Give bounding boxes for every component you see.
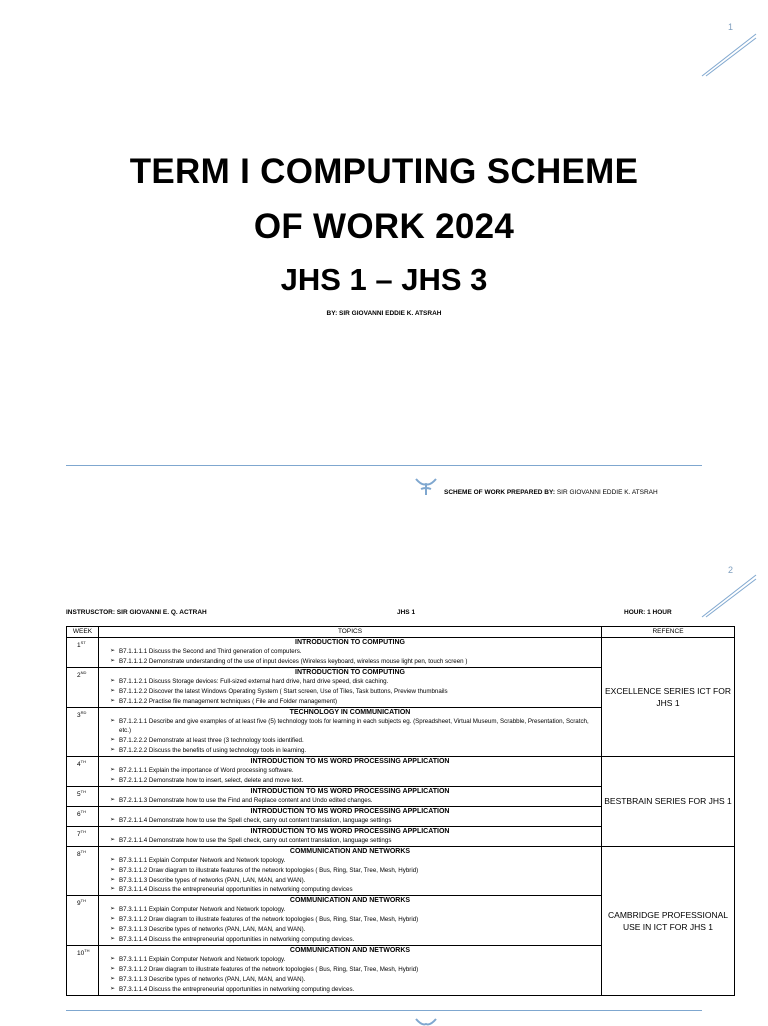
list-item <box>99 687 601 697</box>
topic-heading: COMMUNICATION AND NETWORKS <box>289 847 411 855</box>
topics-cell <box>99 846 602 896</box>
list-item <box>99 985 601 995</box>
list-item <box>99 816 601 826</box>
footer-credit <box>444 489 658 496</box>
list-item <box>99 647 601 657</box>
list-item <box>99 975 601 985</box>
list-item-text: B7.3.1.1.3 Describe types of networks (PAN, LAN, MAN, and WAN). <box>119 876 306 884</box>
list-item-text: B7.2.1.1.2 Demonstrate how to insert, select, delete and move text. <box>119 777 304 785</box>
week-suffix: TH <box>80 848 86 854</box>
topics-cell <box>99 667 602 707</box>
topics-cell <box>99 826 602 846</box>
author-byline: BY: SIR GIOVANNI EDDIE K. ATSRAH <box>326 310 442 317</box>
week-number: 7 <box>77 830 81 838</box>
footer-label: SCHEME OF WORK PREPARED BY: <box>444 489 555 496</box>
footer-author: SIR GIOVANNI EDDIE K. ATSRAH <box>556 489 658 496</box>
topic-heading: INTRODUCTION TO MS WORD PROCESSING APPLICATION <box>250 827 450 835</box>
topics-cell <box>99 707 602 757</box>
table-header-row <box>67 627 735 638</box>
table-body <box>67 638 735 996</box>
topic-heading: INTRODUCTION TO MS WORD PROCESSING APPLICATION <box>250 807 450 815</box>
week-number: 6 <box>77 811 81 819</box>
arrow-bullet-icon: ➢ <box>110 926 116 933</box>
footer-divider <box>66 465 702 466</box>
list-item <box>99 796 601 806</box>
list-item-text: B7.1.1.2.2 Practise file management techniques ( File and Folder management) <box>119 697 338 705</box>
list-item <box>99 876 601 886</box>
list-item <box>99 915 601 925</box>
week-number: 9 <box>77 900 81 908</box>
week-number: 5 <box>77 791 81 799</box>
hour-label: HOUR: 1 HOUR <box>624 609 672 616</box>
list-item-text: B7.1.1.1.1 Discuss the Second and Third generation of computers. <box>119 648 302 655</box>
arrow-bullet-icon: ➢ <box>110 936 116 943</box>
list-item <box>99 776 601 786</box>
week-number: 8 <box>77 850 81 858</box>
list-item <box>99 885 601 895</box>
week-cell <box>67 896 99 946</box>
topics-cell <box>99 757 602 787</box>
list-item-text: B7.1.2.1.1 Describe and give examples of at least five (5) technology tools for learning in each subjects eg. (Spreadsheet, Virtual Museum, Scrabble, Presentation, Scratch, etc.) <box>119 717 589 735</box>
instructor-label: INSTRUSCTOR: SIR GIOVANNI E. Q. ACTRAH <box>66 609 207 616</box>
page-number: 2 <box>728 565 734 575</box>
arrow-bullet-icon: ➢ <box>110 767 116 774</box>
ornament-icon <box>414 1016 438 1026</box>
list-item <box>99 935 601 945</box>
topic-heading: COMMUNICATION AND NETWORKS <box>289 946 411 954</box>
topics-cell <box>99 896 602 946</box>
scheme-table <box>66 626 735 996</box>
list-item <box>99 856 601 866</box>
list-item-text: B7.3.1.1.1 Explain Computer Network and Network topology. <box>119 856 286 864</box>
topics-cell <box>99 638 602 668</box>
week-cell <box>67 806 99 826</box>
week-number: 4 <box>77 761 81 769</box>
list-item <box>99 736 601 746</box>
list-item-text: B7.1.2.2.2 Demonstrate at least three (3 technology tools identified. <box>119 737 304 745</box>
list-item-text: B7.3.1.1.3 Describe types of networks (PAN, LAN, MAN, and WAN). <box>119 926 306 934</box>
document-title-line-2: OF WORK 2024 <box>253 207 515 246</box>
arrow-bullet-icon: ➢ <box>110 657 116 664</box>
list-item <box>99 955 601 965</box>
arrow-bullet-icon: ➢ <box>110 975 116 982</box>
list-item <box>99 836 601 846</box>
table-row <box>67 846 735 896</box>
topic-heading: INTRODUCTION TO MS WORD PROCESSING APPLICATION <box>250 787 450 795</box>
week-suffix: TH <box>80 808 86 814</box>
week-cell <box>67 945 99 995</box>
week-cell <box>67 826 99 846</box>
arrow-bullet-icon: ➢ <box>110 687 116 694</box>
list-item-text: B7.3.1.1.1 Explain Computer Network and Network topology. <box>119 955 286 963</box>
arrow-bullet-icon: ➢ <box>110 985 116 992</box>
footer-divider <box>66 1010 702 1011</box>
reference-cell: EXCELLENCE SERIES ICT FOR JHS 1 <box>602 638 735 757</box>
week-suffix: ST <box>80 640 86 645</box>
topics-cell <box>99 786 602 806</box>
week-number: 10 <box>77 950 85 958</box>
week-cell <box>67 757 99 787</box>
reference-cell: BESTBRAIN SERIES FOR JHS 1 <box>602 757 735 847</box>
list-item-text: B7.2.1.1.1 Explain the importance of Word processing software. <box>119 767 294 775</box>
arrow-bullet-icon: ➢ <box>110 816 116 823</box>
week-suffix: ND <box>80 669 87 675</box>
page-number: 1 <box>728 22 734 32</box>
list-item-text: B7.1.1.2.2 Discover the latest Windows Operating System ( Start screen, Use of Tiles, Task buttons, Preview thumbnails <box>119 687 448 695</box>
arrow-bullet-icon: ➢ <box>110 965 116 972</box>
topic-heading: TECHNOLOGY IN COMMUNICATION <box>289 708 411 716</box>
topics-cell <box>99 945 602 995</box>
week-cell <box>67 667 99 707</box>
list-item <box>99 717 601 737</box>
arrow-bullet-icon: ➢ <box>110 777 116 784</box>
column-week: WEEK <box>67 627 99 638</box>
topic-heading: INTRODUCTION TO COMPUTING <box>295 668 405 676</box>
arrow-bullet-icon: ➢ <box>110 796 116 803</box>
list-item-text: B7.3.1.1.1 Explain Computer Network and Network topology. <box>119 906 286 914</box>
list-item <box>99 746 601 756</box>
list-item <box>99 677 601 687</box>
week-number: 3 <box>77 711 81 719</box>
arrow-bullet-icon: ➢ <box>110 697 116 704</box>
week-suffix: RD <box>80 709 87 715</box>
week-suffix: TH <box>80 788 86 794</box>
topic-heading: INTRODUCTION TO COMPUTING <box>295 639 405 646</box>
topics-cell <box>99 806 602 826</box>
list-item-text: B7.2.1.1.4 Demonstrate how to use the Spell check, carry out content translation, language settings <box>119 836 392 844</box>
week-number: 2 <box>77 671 81 679</box>
week-number: 1 <box>77 642 81 650</box>
topic-heading: INTRODUCTION TO MS WORD PROCESSING APPLICATION <box>250 758 450 766</box>
list-item-text: B7.1.2.2.2 Discuss the benefits of using technology tools in learning. <box>119 747 307 755</box>
list-item-text: B7.3.1.1.4 Discuss the entrepreneurial opportunities in networking computing devices. <box>119 985 355 993</box>
list-item-text: B7.3.1.1.3 Describe types of networks (PAN, LAN, MAN, and WAN). <box>119 975 306 983</box>
page-separator <box>0 540 768 555</box>
arrow-bullet-icon: ➢ <box>110 836 116 843</box>
week-cell <box>67 846 99 896</box>
column-reference: REFENCE <box>602 627 735 638</box>
week-suffix: TH <box>80 898 86 904</box>
list-item-text: B7.3.1.1.2 Draw diagram to illustrate features of the network topologies ( Bus, Ring, Star, Tree, Mesh, Hybrid) <box>119 866 419 874</box>
list-item <box>99 657 601 667</box>
list-item <box>99 905 601 915</box>
arrow-bullet-icon: ➢ <box>110 717 116 724</box>
list-item <box>99 766 601 776</box>
class-label: JHS 1 <box>397 609 416 616</box>
topic-heading: COMMUNICATION AND NETWORKS <box>289 897 411 905</box>
arrow-bullet-icon: ➢ <box>110 955 116 962</box>
list-item-text: B7.1.1.2.1 Discuss Storage devices: Full-sized external hard drive, hard drive speed, disk caching. <box>119 677 389 685</box>
corner-decoration-icon <box>700 573 760 619</box>
week-cell <box>67 638 99 668</box>
arrow-bullet-icon: ➢ <box>110 916 116 923</box>
week-cell <box>67 786 99 806</box>
list-item <box>99 697 601 707</box>
column-topics: TOPICS <box>99 627 602 638</box>
week-suffix: TH <box>80 759 86 765</box>
list-item <box>99 866 601 876</box>
list-item-text: B7.3.1.1.2 Draw diagram to illustrate features of the network topologies ( Bus, Ring, Star, Tree, Mesh, Hybrid) <box>119 916 419 924</box>
corner-decoration-icon <box>700 32 760 78</box>
ornament-icon <box>414 476 438 496</box>
table-row <box>67 638 735 668</box>
list-item-text: B7.2.1.1.4 Demonstrate how to use the Spell check, carry out content translation, language settings <box>119 816 392 824</box>
list-item-text: B7.1.1.1.2 Demonstrate understanding of the use of input devices (Wireless keyboard, wireless mouse light pen, touch screen ) <box>119 657 468 665</box>
list-item-text: B7.3.1.1.4 Discuss the entrepreneurial opportunities in networking computing devices. <box>119 936 355 944</box>
arrow-bullet-icon: ➢ <box>110 737 116 744</box>
document-subtitle: JHS 1 – JHS 3 <box>280 262 488 297</box>
arrow-bullet-icon: ➢ <box>110 747 116 754</box>
list-item <box>99 925 601 935</box>
list-item-text: B7.3.1.1.2 Draw diagram to illustrate features of the network topologies ( Bus, Ring, Star, Tree, Mesh, Hybrid) <box>119 965 419 973</box>
arrow-bullet-icon: ➢ <box>110 876 116 883</box>
list-item-text: B7.2.1.1.3 Demonstrate how to use the Find and Replace content and Undo edited changes. <box>119 796 373 804</box>
arrow-bullet-icon: ➢ <box>110 677 116 684</box>
arrow-bullet-icon: ➢ <box>110 866 116 873</box>
arrow-bullet-icon: ➢ <box>110 886 116 893</box>
document-title-line-1: TERM I COMPUTING SCHEME <box>129 152 639 191</box>
reference-cell: CAMBRIDGE PROFESSIONAL USE IN ICT FOR JHS 1 <box>602 846 735 995</box>
list-item-text: B7.3.1.1.4 Discuss the entrepreneurial opportunities in networking computing devices <box>119 886 353 894</box>
list-item <box>99 965 601 975</box>
arrow-bullet-icon: ➢ <box>110 856 116 863</box>
week-suffix: TH <box>84 947 90 953</box>
week-suffix: TH <box>80 828 86 834</box>
arrow-bullet-icon: ➢ <box>110 648 116 654</box>
arrow-bullet-icon: ➢ <box>110 906 116 913</box>
table-row <box>67 757 735 787</box>
week-cell <box>67 707 99 757</box>
